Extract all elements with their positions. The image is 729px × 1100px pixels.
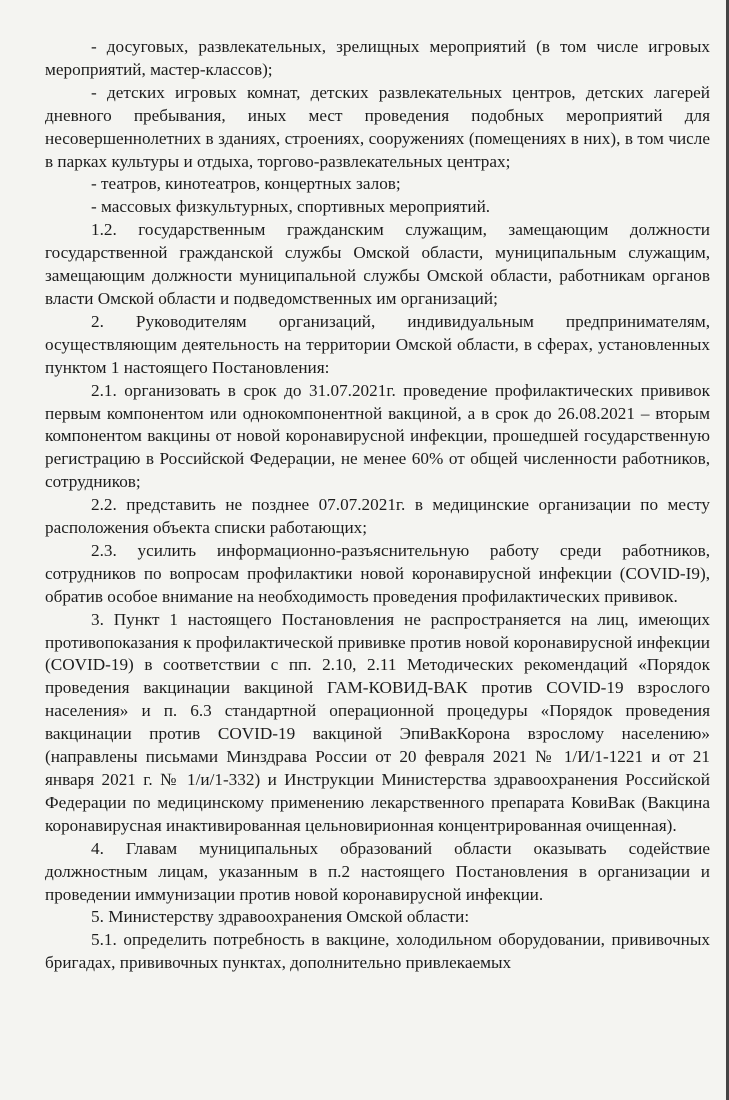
paragraph-sports-events: - массовых физкультурных, спортивных мероприятий.: [91, 197, 491, 217]
paragraph-4: 4. Главам муниципальных образований области оказывать содействие должностным лицам, указанным в п.2 настоящего Постановления в организации и проведении иммунизации против новой коронавирусной инфекции.: [45, 838, 710, 904]
paragraph-5: 5. Министерству здравоохранения Омской области:: [91, 907, 470, 927]
paragraph-2-3: 2.3. усилить информационно-разъяснительную работу среди работников, сотрудников по вопросам профилактики новой коронавирусной инфекции (COVID-I9), обратив особое внимание на необходимость проведения профилактических прививок.: [45, 540, 710, 606]
paragraph-2-2: 2.2. представить не позднее 07.07.2021г. в медицинские организации по месту расположения объекта списки работающих;: [45, 495, 710, 538]
document-page: [45, 36, 710, 975]
paragraph-1-2: 1.2. государственным гражданским служащим, замещающим должности государственной гражданской службы Омской области, муниципальным служащим, замещающим должности муниципальной службы Омской области, работникам органов власти Омской области и подведомственных им организаций;: [45, 220, 710, 308]
paragraph-3: 3. Пункт 1 настоящего Постановления не распространяется на лиц, имеющих противопоказания к профилактической прививке против новой коронавирусной инфекции (COVID-19) в соответствии с пп. 2.10, 2.11 Методических рекомендаций «Порядок проведения вакцинации вакциной ГАМ-КОВИД-ВАК против COVID-19 взрослого населения» и п. 6.3 стандартной операционной процедуры «Порядок проведения вакцинации против COVID-19 вакциной ЭпиВакКорона взрослому населению» (направлены письмами Минздрава России от 20 февраля 2021 № 1/И/1-1221 и от 21 января 2021 г. № 1/и/1-332) и Инструкции Министерства здравоохранения Российской Федерации по медицинскому применению лекарственного препарата КовиВак (Вакцина коронавирусная инактивированная цельновирионная концентрированная очищенная).: [45, 609, 710, 835]
paragraph-2-1: 2.1. организовать в срок до 31.07.2021г. проведение профилактических прививок первым компонентом или однокомпонентной вакциной, а в срок до 26.08.2021 – вторым компонентом вакцины от новой коронавирусной инфекции, прошедшей государственную регистрацию в Российской Федерации, не менее 60% от общей численности работников, сотрудников;: [45, 380, 710, 492]
paragraph-5-1: 5.1. определить потребность в вакцине, холодильном оборудовании, прививочных бригадах, прививочных пунктах, дополнительно привлекаемых: [45, 930, 710, 973]
paragraph-theaters: - театров, кинотеатров, концертных залов;: [91, 174, 401, 194]
paragraph-leisure-events: - досуговых, развлекательных, зрелищных мероприятий (в том числе игровых мероприятий, мастер-классов);: [45, 37, 710, 79]
paragraph-2: 2. Руководителям организаций, индивидуальным предпринимателям, осуществляющим деятельность на территории Омской области, в сферах, установленных пунктом 1 настоящего Постановления:: [45, 311, 710, 377]
paragraph-children-rooms: - детских игровых комнат, детских развлекательных центров, детских лагерей дневного пребывания, иных мест проведения подобных мероприятий для несовершеннолетних в зданиях, строениях, сооружениях (помещениях в них), в том числе в парках культуры и отдыха, торгово-развлекательных центрах;: [45, 82, 710, 171]
